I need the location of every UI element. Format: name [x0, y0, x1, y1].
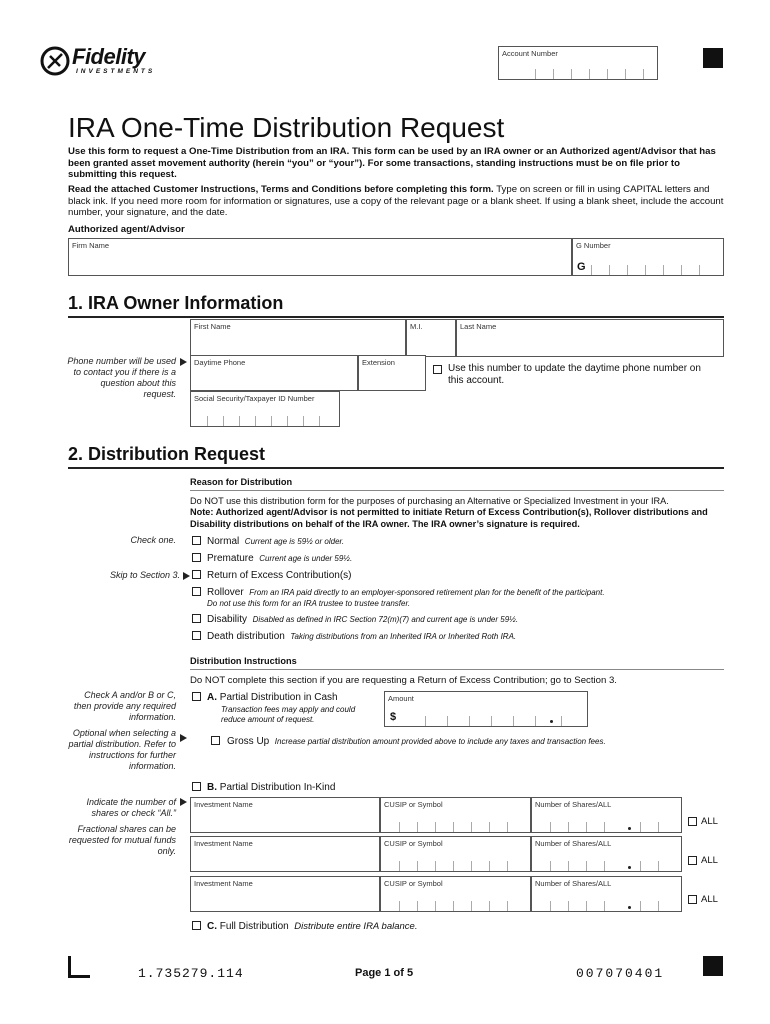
last-name-field[interactable] [456, 319, 724, 357]
extension-label: Extension [362, 358, 395, 367]
investment-name-field[interactable]: Investment Name [190, 836, 380, 872]
partial-cash-option: A. Partial Distribution in Cash [207, 692, 338, 703]
partial-cash-note: Transaction fees may apply and could reduce amount of request. [221, 705, 356, 724]
first-name-label: First Name [194, 322, 231, 331]
intro-para-2 [68, 184, 726, 219]
amount-label: Amount [388, 694, 414, 703]
instructions-heading: Distribution Instructions [190, 656, 297, 666]
fidelity-logo [40, 44, 180, 78]
corner-mark-bottom-left [68, 956, 90, 978]
dollar-sign: $ [390, 711, 397, 723]
instructions-rule [190, 669, 724, 670]
intro-para-2-rest: Type on screen or fill in using CAPITAL letters and black ink. If you need more room for information or signatures, use a copy of the relevant page or a blank sheet. If using a blank sheet, include the account number, your signature, and the date. [68, 184, 724, 218]
shares-field[interactable]: Number of Shares/ALL [531, 797, 682, 833]
extension-field[interactable] [358, 355, 426, 391]
logo-mark-icon [40, 46, 70, 76]
reason-text: Do NOT use this distribution form for the purposes of purchasing an Alternative or Specialized Investment in your IRA. Note: Authorized agent/Advisor is not permitted to initiate Return of Excess Contribution(s), Rollover distributions and Disability distributions on behalf of the IRA owner. The IRA owner’s signature is required. [190, 496, 708, 529]
g-number-field[interactable] [572, 238, 724, 276]
daytime-phone-label: Daytime Phone [194, 358, 246, 367]
g-number-prefix: G [577, 261, 586, 273]
fractional-note: Fractional shares can be requested for mutual funds only. [68, 824, 176, 856]
phone-note: Phone number will be used to contact you if there is a question about this request. [67, 356, 176, 399]
rollover-checkbox[interactable] [192, 587, 201, 596]
check-one-note: Check one. [130, 535, 176, 545]
firm-name-label: Firm Name [72, 241, 110, 250]
optional-note: Optional when selecting a partial distribution. Refer to instructions for further information. [68, 728, 176, 771]
shares-note: Indicate the number of shares or check “All.” [86, 797, 176, 818]
premature-option: Premature Current age is under 59½. [207, 553, 353, 564]
registration-mark-bottom [703, 956, 723, 976]
all-label: ALL [701, 816, 718, 827]
brand-sub: INVESTMENTS [76, 68, 156, 75]
check-ab-note: Check A and/or B or C, then provide any required information. [73, 690, 176, 722]
registration-mark-top [703, 48, 723, 68]
full-distribution-checkbox[interactable] [192, 921, 201, 930]
section-1-rule [68, 316, 724, 318]
investment-name-field[interactable]: Investment Name [190, 876, 380, 912]
reason-heading: Reason for Distribution [190, 477, 293, 487]
cusip-field[interactable]: CUSIP or Symbol [380, 836, 531, 872]
cusip-field[interactable]: CUSIP or Symbol [380, 876, 531, 912]
disability-checkbox[interactable] [192, 614, 201, 623]
all-label: ALL [701, 855, 718, 866]
skip-to-note: Skip to Section 3. [80, 570, 190, 581]
premature-checkbox[interactable] [192, 553, 201, 562]
mi-field[interactable] [406, 319, 456, 357]
arrow-icon [180, 358, 187, 366]
excess-contribution-option: Return of Excess Contribution(s) [207, 570, 352, 581]
instructions-text: Do NOT complete this section if you are requesting a Return of Excess Contribution; go to Section 3. [190, 675, 617, 686]
section-1-title: 1. IRA Owner Information [68, 293, 284, 313]
cusip-field[interactable]: CUSIP or Symbol [380, 797, 531, 833]
rollover-option: Rollover From an IRA paid directly to an employer-sponsored retirement plan for the benefit of the participant. Do not use this form for an IRA trustee to trustee transfer. [207, 587, 605, 608]
intro-para-1: Use this form to request a One-Time Distribution from an IRA. This form can be used by an IRA owner or an Authorized agent/Advisor that has been granted asset movement authority (herein “you” or “your”). For some transactions, standing instructions must be on file prior to submitting this request. [68, 146, 716, 180]
update-phone-label: Use this number to update the daytime phone number on this account. [448, 363, 701, 386]
agent-heading: Authorized agent/Advisor [68, 224, 185, 235]
full-distribution-option: C. Full Distribution Distribute entire IRA balance. [207, 921, 418, 932]
account-number-label: Account Number [502, 49, 558, 58]
page-title: IRA One-Time Distribution Request [68, 112, 505, 143]
partial-in-kind-checkbox[interactable] [192, 782, 201, 791]
partial-cash-checkbox[interactable] [192, 692, 201, 701]
ssn-label: Social Security/Taxpayer ID Number [194, 394, 315, 403]
all-checkbox[interactable] [688, 856, 697, 865]
barcode-number: 007070401 [576, 966, 665, 981]
partial-in-kind-option: B. Partial Distribution In-Kind [207, 782, 336, 793]
shares-field[interactable]: Number of Shares/ALL [531, 876, 682, 912]
update-phone-checkbox[interactable] [433, 365, 442, 374]
reason-rule [190, 490, 724, 491]
mi-label: M.I. [410, 322, 423, 331]
amount-field[interactable] [384, 691, 588, 727]
ssn-field[interactable] [190, 391, 340, 427]
gross-up-checkbox[interactable] [211, 736, 220, 745]
firm-name-field[interactable] [68, 238, 572, 276]
excess-contribution-checkbox[interactable] [192, 570, 201, 579]
account-number-field[interactable] [498, 46, 658, 80]
all-checkbox[interactable] [688, 817, 697, 826]
disability-option: Disability Disabled as defined in IRC Section 72(m)(7) and current age is under 59½. [207, 614, 519, 625]
brand-name: Fidelity [72, 44, 146, 69]
all-checkbox[interactable] [688, 895, 697, 904]
gross-up-option: Gross Up Increase partial distribution amount provided above to include any taxes and transaction fees. [227, 736, 606, 747]
intro-para-2-bold: Read the attached Customer Instructions, Terms and Conditions before completing this form. [68, 184, 494, 195]
last-name-label: Last Name [460, 322, 497, 331]
arrow-icon [180, 798, 187, 806]
daytime-phone-field[interactable] [190, 355, 358, 391]
all-label: ALL [701, 894, 718, 905]
first-name-field[interactable] [190, 319, 406, 357]
investment-name-field[interactable]: Investment Name [190, 797, 380, 833]
section-2-rule [68, 467, 724, 469]
page-number: Page 1 of 5 [355, 967, 414, 979]
section-2-title: 2. Distribution Request [68, 444, 266, 464]
arrow-icon [183, 572, 190, 580]
shares-field[interactable]: Number of Shares/ALL [531, 836, 682, 872]
arrow-icon [180, 734, 187, 742]
normal-checkbox[interactable] [192, 536, 201, 545]
death-distribution-checkbox[interactable] [192, 631, 201, 640]
form-code: 1.735279.114 [138, 966, 244, 981]
g-number-label: G Number [576, 241, 611, 250]
normal-option: Normal Current age is 59½ or older. [207, 536, 345, 547]
death-distribution-option: Death distribution Taking distributions from an Inherited IRA or Inherited Roth IRA. [207, 631, 517, 642]
